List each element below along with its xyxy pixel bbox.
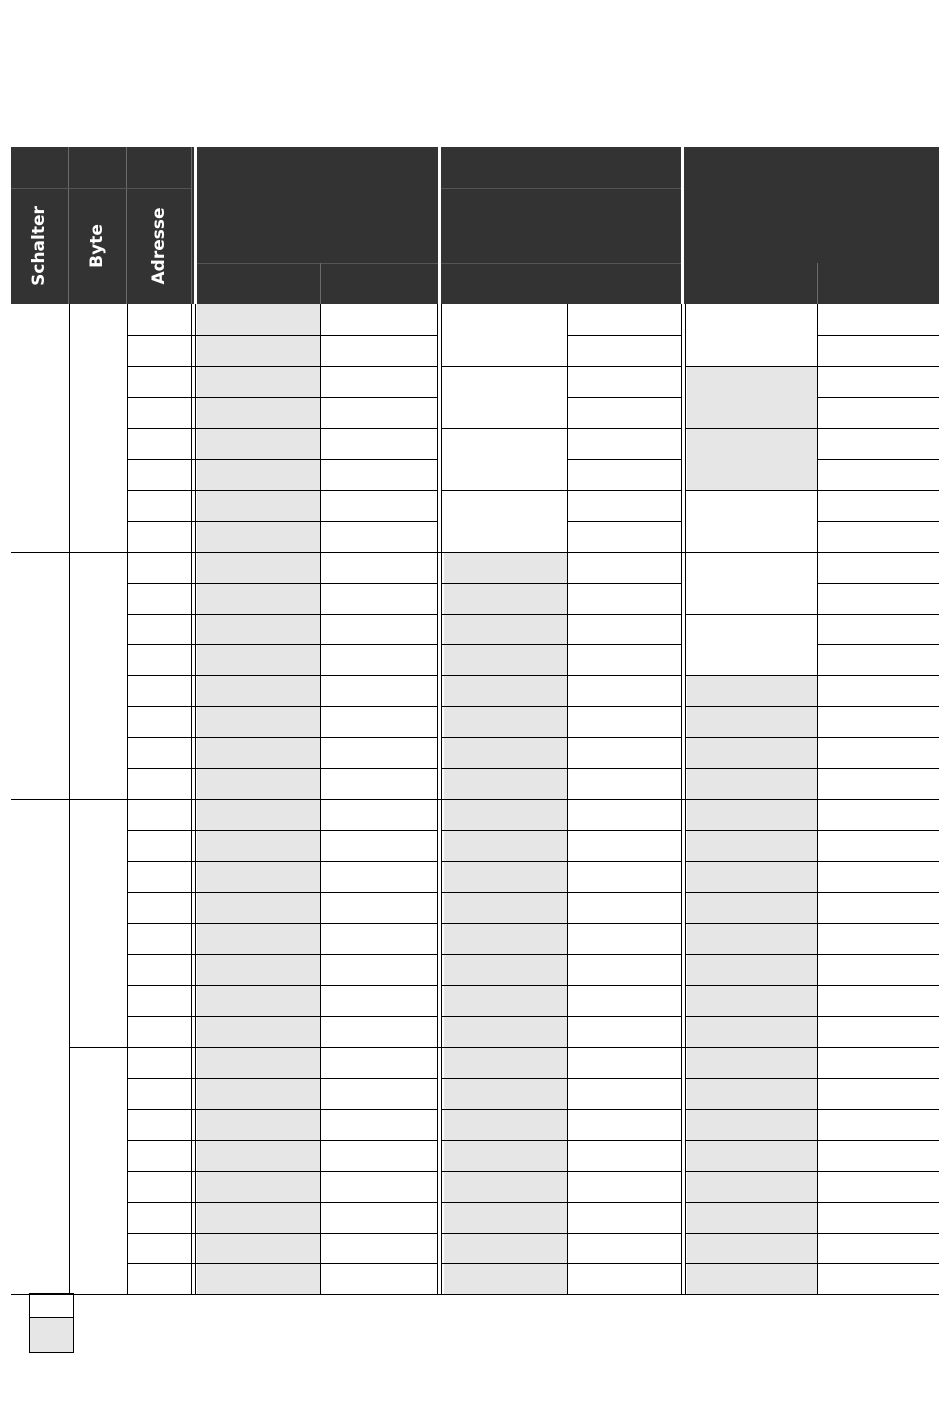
legend-white-swatch	[29, 1293, 74, 1318]
grid-hline	[127, 861, 437, 862]
shaded-cell	[444, 954, 567, 985]
grid-hline	[127, 737, 437, 738]
grid-hline	[127, 335, 437, 336]
grid-hline	[127, 1263, 437, 1264]
shaded-cell	[687, 1016, 817, 1047]
grid-hline	[567, 892, 681, 893]
grid-hline	[567, 1171, 681, 1172]
shaded-cell	[197, 923, 320, 954]
grid-hline	[441, 954, 567, 955]
grid-hline	[817, 459, 939, 460]
grid-hline	[817, 521, 939, 522]
grid-hline	[817, 1171, 939, 1172]
grid-hline	[127, 1233, 437, 1234]
shaded-cell	[687, 1263, 817, 1294]
shaded-cell	[197, 985, 320, 1016]
grid-hline	[817, 1202, 939, 1203]
grid-hline	[127, 490, 437, 491]
grid-hline	[127, 1140, 437, 1141]
grid-hline	[817, 428, 939, 429]
shaded-cell	[687, 799, 817, 830]
grid-hline	[817, 737, 939, 738]
grid-hline	[441, 1016, 567, 1017]
grid-hline	[441, 552, 567, 553]
grid-hline	[685, 1263, 817, 1264]
grid-hline	[817, 1140, 939, 1141]
grid-hline	[567, 1047, 681, 1048]
grid-hline	[567, 459, 681, 460]
grid-hline	[127, 521, 437, 522]
shaded-cell	[197, 644, 320, 675]
grid-hline	[567, 490, 681, 491]
grid-hline	[127, 892, 437, 893]
grid-hline	[441, 830, 567, 831]
shaded-cell	[197, 428, 320, 459]
grid-hline	[817, 1263, 939, 1264]
grid-hline	[127, 397, 437, 398]
grid-hline	[685, 768, 817, 769]
shaded-cell	[197, 1109, 320, 1140]
grid-hline	[817, 1016, 939, 1017]
grid-hline	[127, 675, 437, 676]
grid-hline	[685, 1016, 817, 1017]
grid-hline	[817, 830, 939, 831]
grid-hline	[567, 706, 681, 707]
grid-hline	[567, 768, 681, 769]
grid-hline	[567, 1078, 681, 1079]
grid-hline	[441, 614, 567, 615]
shaded-cell	[197, 675, 320, 706]
grid-hline	[567, 335, 681, 336]
grid-hline	[817, 1047, 939, 1048]
shaded-cell	[197, 583, 320, 614]
grid-hline	[441, 490, 567, 491]
shaded-cell	[197, 892, 320, 923]
grid-hline	[685, 552, 817, 553]
grid-hline	[441, 892, 567, 893]
grid-hline	[441, 366, 567, 367]
grid-hline	[441, 644, 567, 645]
grid-hline	[685, 706, 817, 707]
shaded-cell	[687, 366, 817, 397]
grid-hline	[127, 1047, 437, 1048]
shaded-cell	[687, 1078, 817, 1109]
shaded-cell	[197, 1202, 320, 1233]
shaded-cell	[197, 830, 320, 861]
shaded-cell	[197, 397, 320, 428]
grid-hline	[817, 614, 939, 615]
shaded-cell	[197, 737, 320, 768]
shaded-cell	[687, 428, 817, 459]
grid-hline	[817, 552, 939, 553]
shaded-cell	[444, 737, 567, 768]
shaded-cell	[444, 830, 567, 861]
grid-hline	[441, 1202, 567, 1203]
grid-hline	[567, 552, 681, 553]
header-adresse: Adresse	[149, 207, 169, 285]
shaded-cell	[687, 737, 817, 768]
shaded-cell	[197, 954, 320, 985]
shaded-cell	[444, 706, 567, 737]
grid-hline	[567, 675, 681, 676]
grid-hline	[817, 675, 939, 676]
grid-hline	[127, 1078, 437, 1079]
shaded-cell	[444, 644, 567, 675]
shaded-cell	[444, 614, 567, 644]
grid-hline	[817, 768, 939, 769]
grid-hline	[127, 923, 437, 924]
shaded-cell	[687, 675, 817, 706]
shaded-cell	[197, 1016, 320, 1047]
shaded-cell	[444, 1016, 567, 1047]
grid-hline	[685, 1171, 817, 1172]
shaded-cell	[444, 768, 567, 799]
grid-hline	[441, 768, 567, 769]
grid-hline	[127, 459, 437, 460]
shaded-cell	[444, 892, 567, 923]
shaded-cell	[444, 1047, 567, 1078]
grid-hline	[685, 1109, 817, 1110]
grid-hline	[567, 737, 681, 738]
grid-hline	[685, 490, 817, 491]
grid-hline	[685, 799, 817, 800]
grid-hline	[567, 1016, 681, 1017]
grid-hline	[685, 954, 817, 955]
grid-hline	[567, 366, 681, 367]
grid-hline	[567, 1109, 681, 1110]
grid-hline	[817, 954, 939, 955]
grid-hline	[567, 644, 681, 645]
grid-hline	[127, 1202, 437, 1203]
shaded-cell	[197, 1078, 320, 1109]
grid-hline	[127, 1016, 437, 1017]
grid-hline	[567, 583, 681, 584]
grid-hline	[441, 985, 567, 986]
grid-hline	[685, 923, 817, 924]
shaded-cell	[197, 1233, 320, 1263]
grid-hline	[685, 1140, 817, 1141]
grid-hline	[441, 799, 567, 800]
grid-hline	[441, 583, 567, 584]
legend-shaded-swatch	[29, 1317, 74, 1353]
shaded-cell	[687, 1047, 817, 1078]
shaded-cell	[197, 1263, 320, 1294]
grid-hline	[685, 1078, 817, 1079]
header-byte: Byte	[87, 224, 107, 268]
grid-hline	[127, 552, 437, 553]
shaded-cell	[687, 1171, 817, 1202]
shaded-cell	[444, 1233, 567, 1263]
shaded-cell	[197, 552, 320, 583]
shaded-cell	[444, 1263, 567, 1294]
shaded-cell	[197, 335, 320, 366]
shaded-cell	[444, 1109, 567, 1140]
grid-hline	[441, 1047, 567, 1048]
shaded-cell	[444, 583, 567, 614]
grid-hline	[685, 1047, 817, 1048]
grid-hline	[441, 1171, 567, 1172]
grid-hline	[817, 923, 939, 924]
shaded-cell	[444, 985, 567, 1016]
grid-hline	[685, 985, 817, 986]
grid-hline	[441, 861, 567, 862]
grid-hline	[817, 644, 939, 645]
shaded-cell	[197, 304, 320, 335]
grid-hline	[567, 1263, 681, 1264]
shaded-cell	[197, 1047, 320, 1078]
grid-hline	[441, 1109, 567, 1110]
shaded-cell	[197, 459, 320, 490]
grid-hline	[567, 1202, 681, 1203]
shaded-cell	[444, 1140, 567, 1171]
grid-hline	[441, 1140, 567, 1141]
shaded-cell	[444, 552, 567, 583]
shaded-cell	[687, 1202, 817, 1233]
grid-hline	[817, 892, 939, 893]
shaded-cell	[197, 799, 320, 830]
shaded-cell	[444, 923, 567, 954]
grid-hline	[567, 985, 681, 986]
shaded-cell	[687, 830, 817, 861]
grid-hline	[127, 768, 437, 769]
grid-hline	[567, 1140, 681, 1141]
shaded-cell	[687, 459, 817, 490]
grid-hline	[441, 1233, 567, 1234]
shaded-cell	[197, 1140, 320, 1171]
grid-hline	[441, 675, 567, 676]
grid-hline	[685, 614, 817, 615]
shaded-cell	[444, 1171, 567, 1202]
grid-hline	[567, 954, 681, 955]
shaded-cell	[687, 861, 817, 892]
grid-hline	[441, 428, 567, 429]
grid-hline	[127, 830, 437, 831]
grid-hline	[567, 799, 681, 800]
grid-hline	[817, 397, 939, 398]
shaded-cell	[197, 366, 320, 397]
grid-hline	[127, 954, 437, 955]
shaded-cell	[444, 675, 567, 706]
grid-hline	[127, 706, 437, 707]
grid-hline	[817, 1233, 939, 1234]
shaded-cell	[197, 861, 320, 892]
grid-hline	[567, 428, 681, 429]
shaded-cell	[687, 923, 817, 954]
grid-hline	[817, 366, 939, 367]
shaded-cell	[687, 1140, 817, 1171]
grid-hline	[127, 985, 437, 986]
grid-hline	[685, 861, 817, 862]
grid-hline	[441, 923, 567, 924]
grid-hline	[127, 583, 437, 584]
grid-hline	[127, 614, 437, 615]
grid-hline	[817, 335, 939, 336]
grid-hline	[817, 1109, 939, 1110]
shaded-cell	[444, 799, 567, 830]
grid-hline	[567, 861, 681, 862]
grid-hline	[685, 366, 817, 367]
shaded-cell	[687, 397, 817, 428]
grid-hline	[817, 490, 939, 491]
grid-hline	[817, 706, 939, 707]
grid-hline	[685, 675, 817, 676]
grid-hline	[127, 1109, 437, 1110]
shaded-cell	[444, 861, 567, 892]
shaded-cell	[687, 1233, 817, 1263]
grid-hline	[817, 861, 939, 862]
shaded-cell	[197, 706, 320, 737]
grid-hline	[817, 985, 939, 986]
shaded-cell	[687, 954, 817, 985]
grid-hline	[567, 830, 681, 831]
grid-hline	[567, 1233, 681, 1234]
grid-hline	[817, 583, 939, 584]
shaded-cell	[687, 768, 817, 799]
grid-hline	[127, 1171, 437, 1172]
grid-hline	[685, 1202, 817, 1203]
grid-hline	[685, 1233, 817, 1234]
header-schalter: Schalter	[29, 206, 49, 286]
shaded-cell	[197, 614, 320, 644]
grid-hline	[685, 830, 817, 831]
shaded-cell	[197, 521, 320, 552]
grid-hline	[127, 644, 437, 645]
grid-hline	[567, 923, 681, 924]
grid-hline	[127, 799, 437, 800]
grid-hline	[685, 737, 817, 738]
grid-hline	[567, 521, 681, 522]
shaded-cell	[197, 768, 320, 799]
shaded-cell	[197, 490, 320, 521]
grid-hline	[441, 706, 567, 707]
grid-hline	[441, 1263, 567, 1264]
shaded-cell	[687, 706, 817, 737]
grid-hline	[685, 892, 817, 893]
grid-hline	[817, 799, 939, 800]
grid-hline	[441, 737, 567, 738]
grid-hline	[11, 1294, 939, 1295]
shaded-cell	[444, 1078, 567, 1109]
grid-hline	[567, 397, 681, 398]
grid-hline	[127, 366, 437, 367]
shaded-cell	[687, 892, 817, 923]
shaded-cell	[197, 1171, 320, 1202]
grid-hline	[441, 1078, 567, 1079]
grid-hline	[127, 428, 437, 429]
grid-hline	[685, 428, 817, 429]
shaded-cell	[687, 985, 817, 1016]
grid-hline	[817, 1078, 939, 1079]
grid-hline	[567, 614, 681, 615]
shaded-cell	[687, 1109, 817, 1140]
shaded-cell	[444, 1202, 567, 1233]
